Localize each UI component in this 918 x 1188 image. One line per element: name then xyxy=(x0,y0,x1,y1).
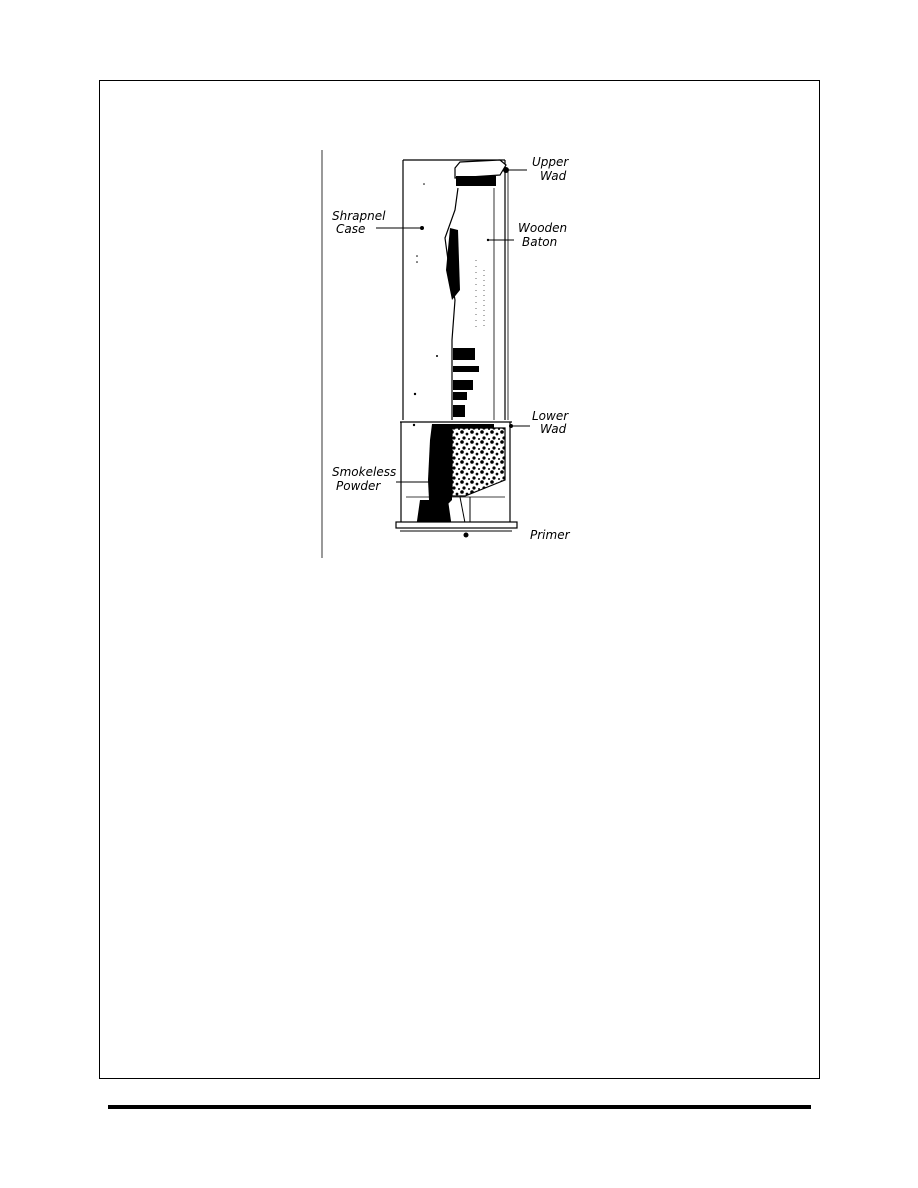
label-upper-wad-line2: Wad xyxy=(540,169,567,183)
shell-base xyxy=(396,497,517,538)
footer-rule xyxy=(108,1105,811,1109)
label-shrapnel-case-line1: Shrapnel xyxy=(332,209,386,223)
label-lower-wad-line2: Wad xyxy=(540,422,567,436)
label-shrapnel-case-line2: Case xyxy=(336,222,366,236)
smokeless-powder-charge xyxy=(416,424,505,528)
label-smokeless-powder-line2: Powder xyxy=(336,479,381,493)
label-wooden-baton-line2: Baton xyxy=(522,235,558,249)
label-wooden-baton-line1: Wooden xyxy=(518,221,568,235)
label-smokeless-powder-line1: Smokeless xyxy=(332,465,397,479)
primer-cap xyxy=(464,533,469,538)
wooden-baton-cutaway xyxy=(445,188,494,420)
label-upper-wad-line1: Upper xyxy=(532,155,569,169)
upper-wad xyxy=(455,160,509,186)
label-lower-wad-line1: Lower xyxy=(532,409,569,423)
label-primer: Primer xyxy=(530,528,570,542)
